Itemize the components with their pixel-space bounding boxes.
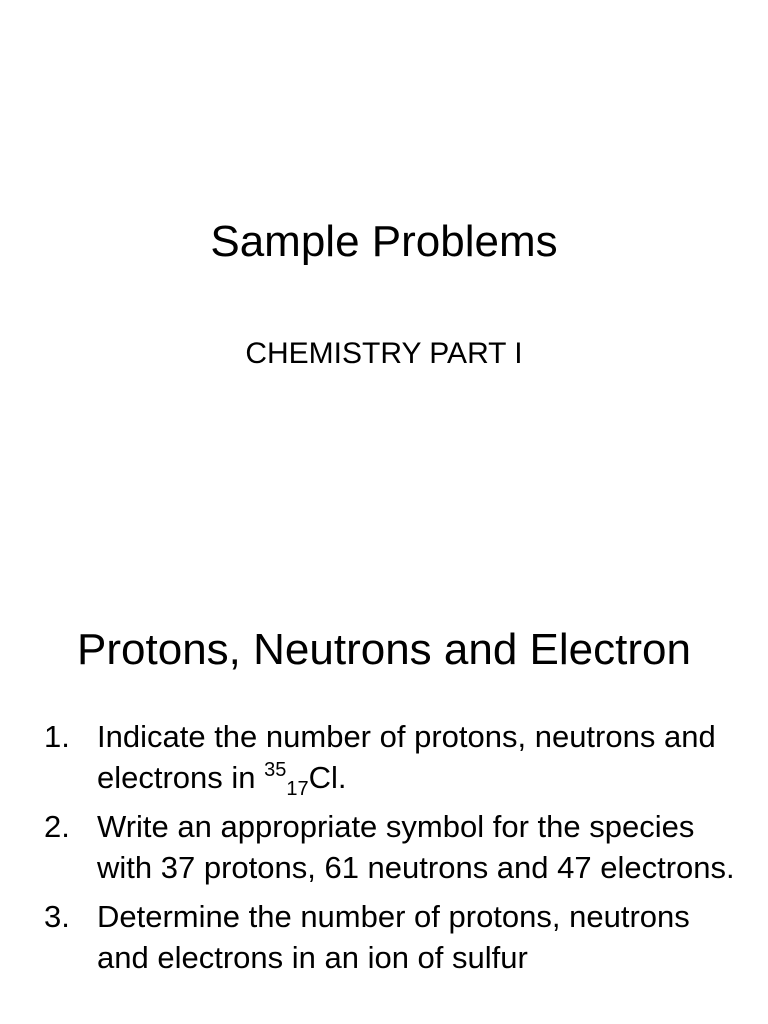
atomic-number: 17 — [286, 778, 309, 800]
section-title: Protons, Neutrons and Electron — [77, 625, 691, 674]
problem-text-end: . — [337, 760, 347, 795]
element-symbol: Cl — [308, 760, 338, 795]
problem-number: 1. — [44, 719, 70, 754]
mass-number: 35 — [264, 759, 287, 781]
problem-item-1 — [0, 716, 768, 798]
problem-number: 2. — [44, 809, 70, 844]
problem-item-2 — [0, 806, 768, 888]
problem-text: Indicate the number of protons, neutrons and electrons in — [97, 719, 716, 795]
problem-item-3 — [0, 896, 768, 978]
problem-number: 3. — [44, 899, 70, 934]
slide-title: Sample Problems — [210, 217, 558, 266]
slide-subtitle: CHEMISTRY PART I — [245, 337, 523, 370]
problem-text: Write an appropriate symbol for the species with 37 protons, 61 neutrons and 47 electrons. — [97, 809, 735, 885]
problem-text: Determine the number of protons, neutrons and electrons in an ion of sulfur — [97, 899, 690, 975]
content-slide — [0, 512, 768, 1024]
problem-list — [0, 716, 768, 986]
